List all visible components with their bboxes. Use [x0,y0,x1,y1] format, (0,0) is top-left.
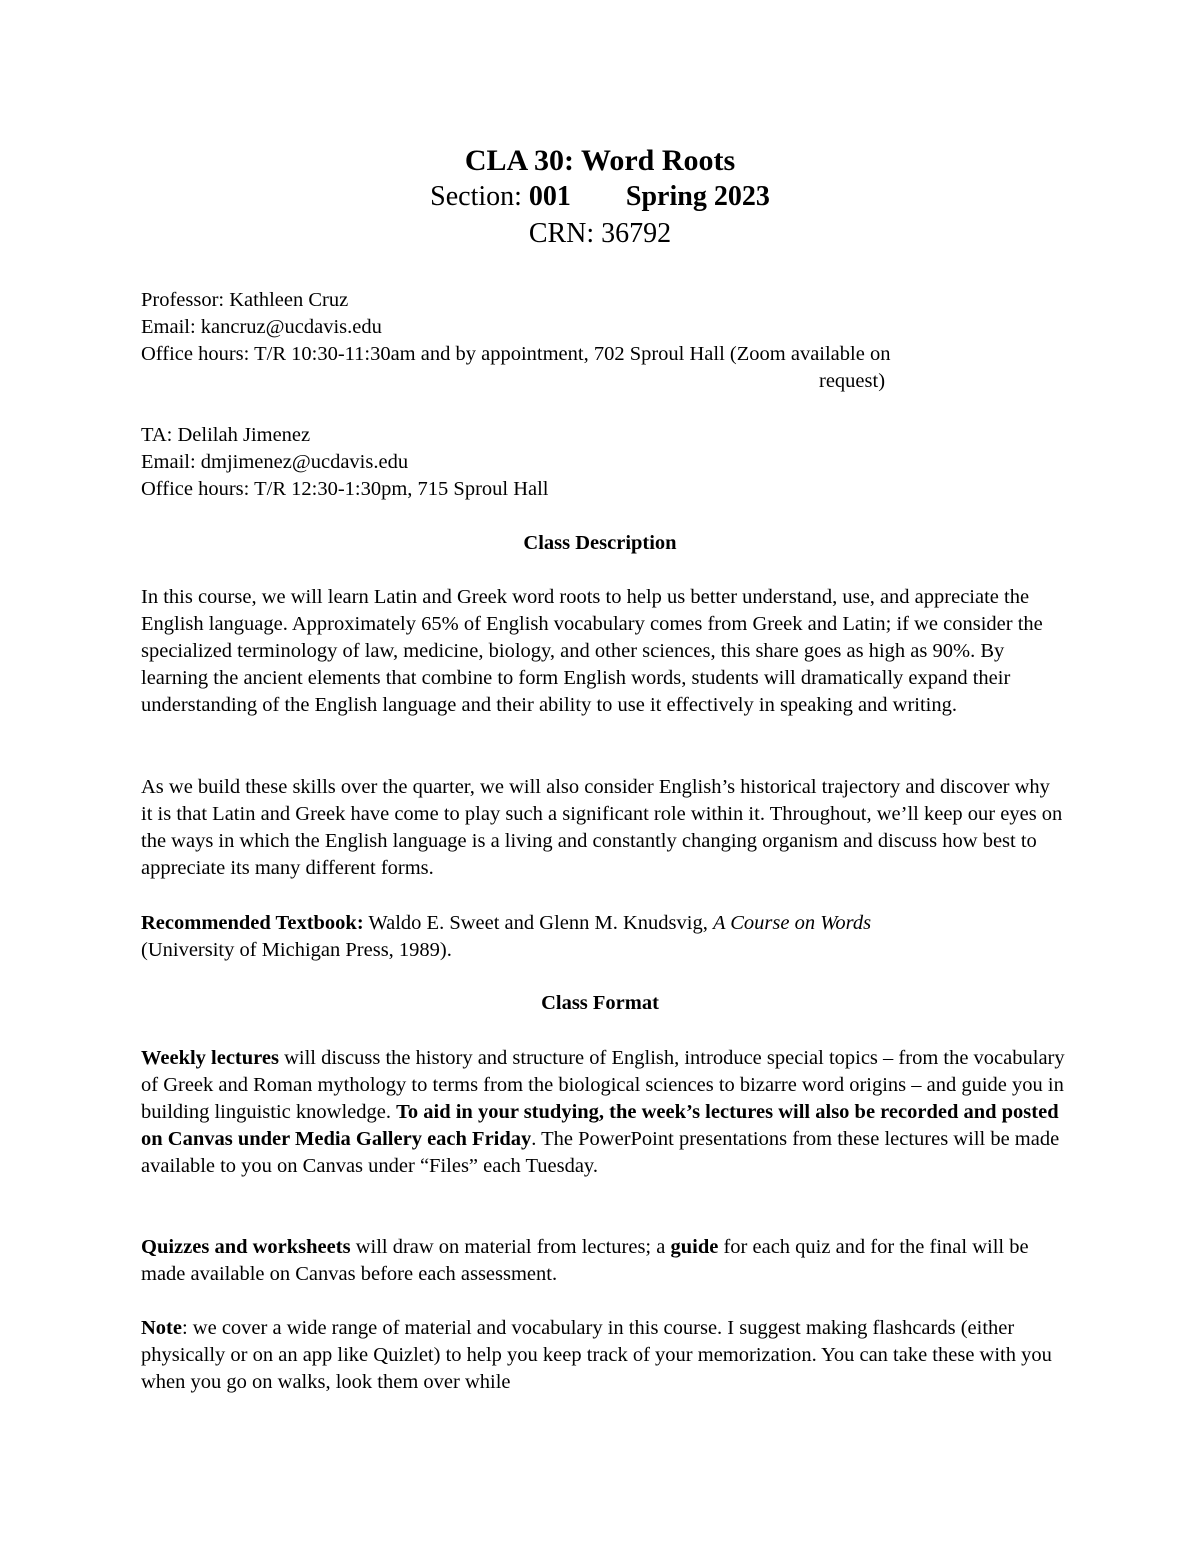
quizzes-text-2: for each quiz and for the final will be made available on Canvas before each assessment. [141,1236,1029,1285]
textbook-label: Recommended Textbook: [141,912,364,934]
term: Spring 2023 [625,181,770,212]
note-text: : we cover a wide range of material and vocabulary in this course. I suggest making flashcards (either physically or on an app like Quizlet) to help you keep track of your memorization. You can take these with you when you go on walks, look them over while [141,1317,1052,1393]
ta-email: Email: dmjimenez@ucdavis.edu [141,451,409,473]
professor-name: Professor: Kathleen Cruz [141,289,349,311]
class-description-heading: Class Description [523,532,677,554]
course-title: CLA 30: Word Roots [464,144,736,177]
professor-office-hours: Office hours: T/R 10:30-11:30am and by appointment, 702 Sproul Hall (Zoom available on [141,343,891,365]
quizzes-paragraph [141,1234,1066,1288]
textbook-publisher: (University of Michigan Press, 1989). [141,939,452,961]
note-paragraph [141,1315,1066,1396]
class-format-heading: Class Format [541,992,659,1014]
lectures-recorded-note: To aid in your studying, the week’s lectures will also be recorded and posted on Canvas under Media Gallery each Friday [141,1101,1059,1150]
professor-email: Email: kancruz@ucdavis.edu [141,316,382,338]
professor-info [141,287,1060,395]
powerpoint-note: . The PowerPoint presentations from these lectures will be made available to you on Canvas under “Files” each Tuesday. [141,1128,1060,1177]
description-paragraph-1: In this course, we will learn Latin and Greek word roots to help us better understand, use, and appreciate the English language. Approximately 65% of English vocabulary comes from Greek and Latin; if we consider the specialized terminology of law, medicine, biology, and other sciences, this share goes as high as 90%. By learning the ancient elements that combine to form English words, students will dramatically expand their understanding of the English language and their ability to use it effectively in speaking and writing. [141,586,1043,716]
quizzes-label: Quizzes and worksheets [141,1236,351,1258]
section-value: 001 [528,181,571,212]
quizzes-guide: guide [670,1236,719,1258]
weekly-lectures-paragraph [141,1045,1066,1180]
recommended-textbook [141,910,1066,964]
ta-info [141,422,1060,503]
textbook-authors: Waldo E. Sweet and Glenn M. Knudsvig, [363,912,713,934]
weekly-lectures-text: will discuss the history and structure of English, introduce special topics – from the vocabulary of Greek and Roman mythology to terms from the biological sciences to bizarre word origins – and guide you in building linguistic knowledge. [141,1047,1065,1123]
section-line [0,179,1200,215]
quizzes-text-1: will draw on material from lectures; a [350,1236,671,1258]
ta-office-hours: Office hours: T/R 12:30-1:30pm, 715 Sproul Hall [141,478,549,500]
professor-office-hours-cont: request) [819,370,886,392]
ta-name: TA: Delilah Jimenez [141,424,311,446]
weekly-lectures-label: Weekly lectures [141,1047,279,1069]
section-label: Section: [430,181,529,212]
crn: CRN: 36792 [528,218,672,249]
note-label: Note [141,1317,182,1339]
textbook-title: A Course on Words [712,912,872,934]
description-paragraph-2: As we build these skills over the quarter, we will also consider English’s historical trajectory and discover why it is that Latin and Greek have come to play such a significant role within it. Throughout, we’ll keep our eyes on the ways in which the English language is a living and constantly changing organism and discuss how best to appreciate its many different forms. [141,776,1063,879]
